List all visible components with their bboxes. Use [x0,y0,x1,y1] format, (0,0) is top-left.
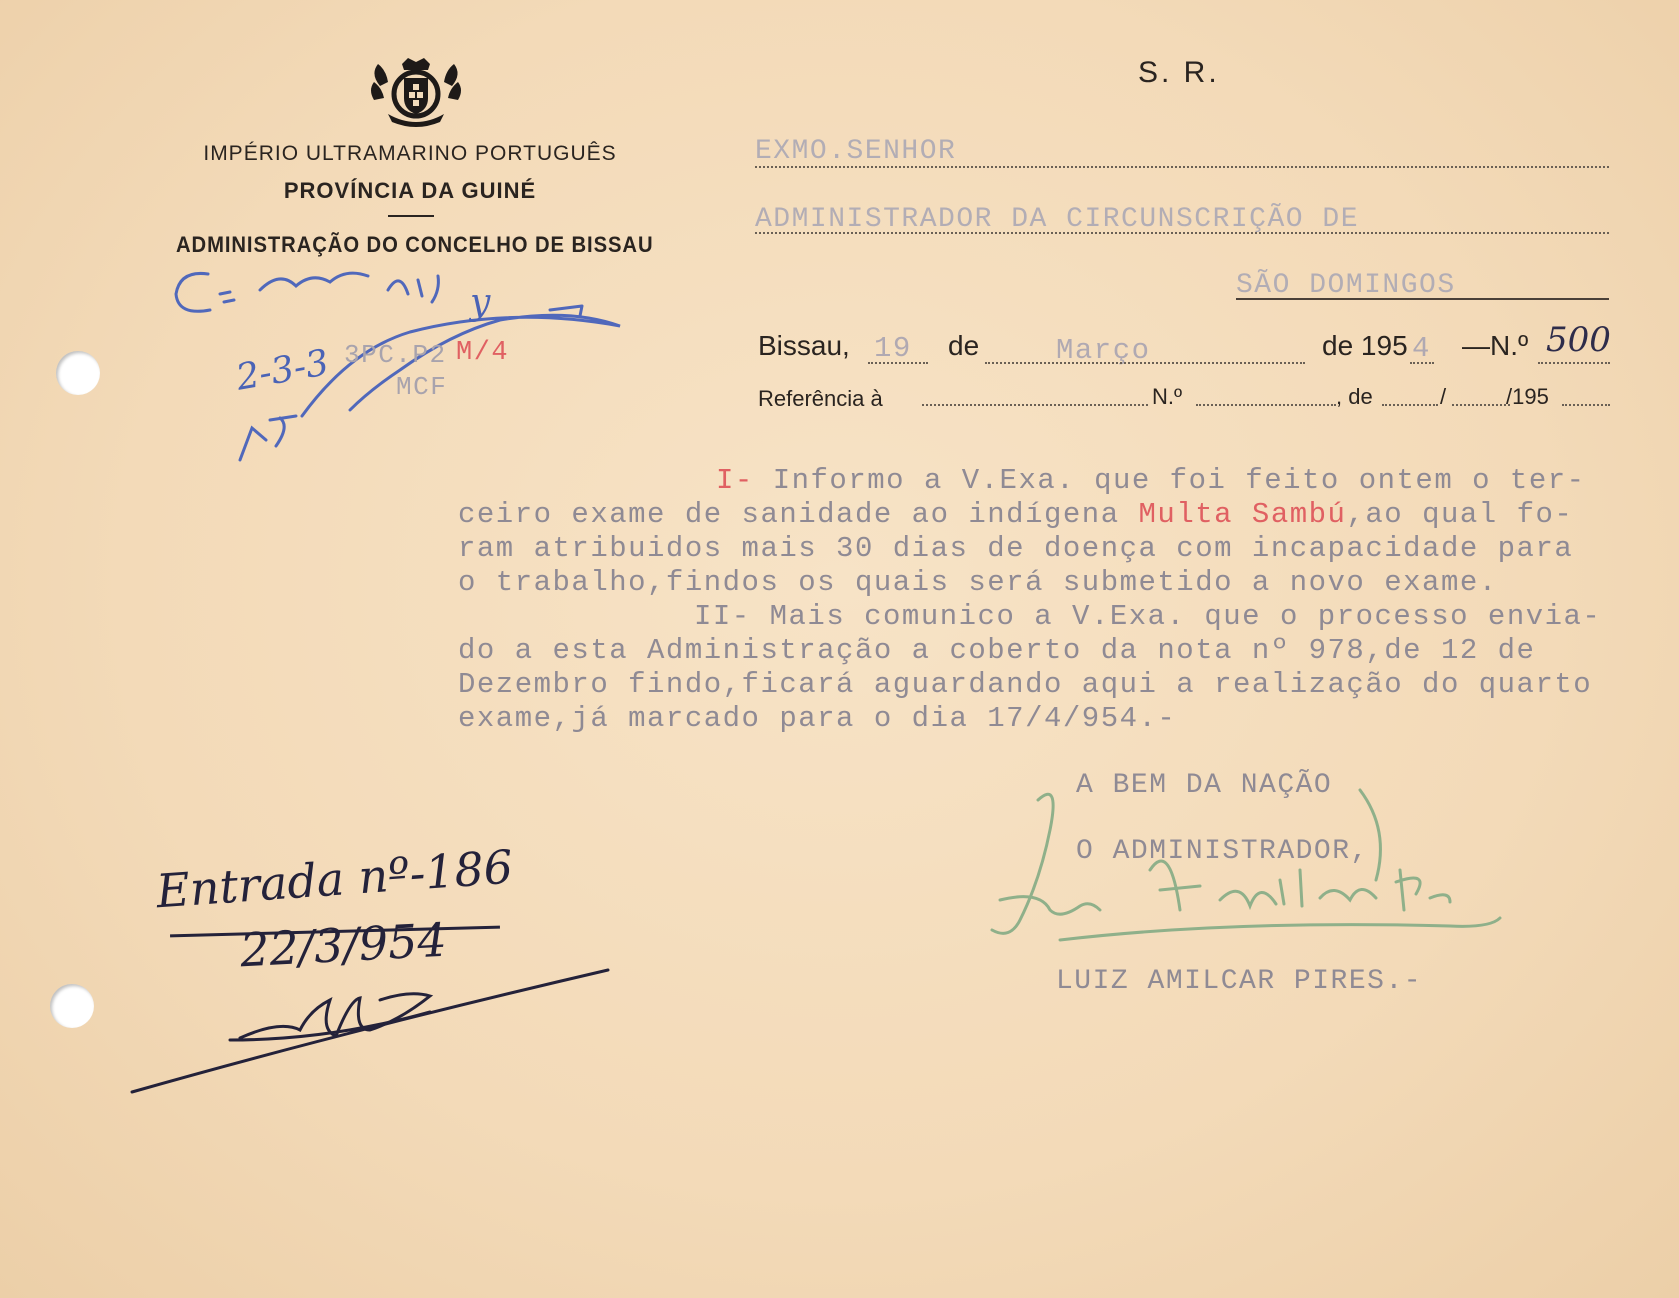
reference-rule1 [922,404,1148,406]
para1-line2-a: ceiro exame de sanidade ao indígena [458,498,1139,531]
date-day: 19 [874,332,912,365]
para1-line1-text: Informo a V.Exa. que foi feito ontem o ter- [753,464,1586,497]
body-para1-line1 [716,464,1586,497]
closing-title: O ADMINISTRADOR, [1076,836,1369,867]
body-para2-line1: II- Mais comunico a V.Exa. que o processo envia- [694,600,1602,633]
document-number: 500 [1546,320,1611,360]
header-province: PROVÍNCIA DA GUINÉ [283,178,537,203]
reference-rule4 [1452,404,1510,406]
header-divider [388,215,434,217]
red-stamp-code: M/4 [456,338,510,368]
para1-line2-b: ,ao qual fo- [1346,498,1574,531]
closing-salutation: A BEM DA NAÇÃO [1076,770,1333,801]
typed-code: 3PC.P2 [344,340,447,370]
date-de-year: de 195 [1322,330,1408,361]
place-label: Bissau, [758,330,850,361]
reference-slash: / [1440,384,1447,409]
number-rule [1538,362,1610,364]
year-rule [1410,362,1434,364]
indigenous-person-name: Multa Sambú [1138,498,1347,531]
body-para1-line2 [458,498,1573,531]
administrator-signature [980,770,1520,970]
reference-rule2 [1196,404,1336,406]
body-para2-line4: exame,já marcado para o dia 17/4/954.- [458,702,1177,735]
date-month: Março [1056,334,1151,367]
body-para1-line3: ram atribuidos mais 30 dias de doença com incapacidade para [458,532,1574,565]
typed-code-2: MCF [396,372,448,402]
addressee-line3: SÃO DOMINGOS [1236,270,1456,301]
body-para2-line3: Dezembro findo,ficará aguardando aqui a realização do quarto [458,668,1593,701]
para1-number: I- [716,464,754,497]
administrator-name: LUIZ AMILCAR PIRES.- [1056,966,1423,997]
blue-annotation-mid: y [470,282,491,323]
entry-number-note: Entrada nº-186 [154,839,515,919]
entry-date-note: 22/3/954 [238,912,448,978]
month-rule [985,362,1305,364]
secret-reserved-mark: S. R. [1138,56,1220,89]
reference-rule5 [1562,404,1610,406]
punch-hole-top [56,351,100,395]
header-empire: IMPÉRIO ULTRAMARINO PORTUGUÊS [203,142,617,165]
reference-label: Referência à [758,386,883,411]
coat-of-arms-emblem [368,56,464,128]
reference-year-prefix: /195 [1506,384,1549,409]
punch-hole-bottom [50,984,94,1028]
date-year-digit: 4 [1412,332,1431,365]
reference-rule3 [1382,404,1438,406]
header-administration: ADMINISTRAÇÃO DO CONCELHO DE BISSAU [176,232,654,257]
addressee-rule2 [755,232,1609,234]
reference-no-label: N.º [1152,384,1183,409]
blue-annotation-number: 2-3-3 [233,342,332,399]
body-para1-line4: o trabalho,findos os quais será submetido a novo exame. [458,566,1498,599]
date-de1: de [948,330,980,361]
entry-initials-scribble [130,960,610,1100]
reference-de-label: , de [1336,384,1373,409]
day-rule [868,362,928,364]
addressee-line2: ADMINISTRADOR DA CIRCUNSCRIÇÃO DE [755,204,1359,235]
addressee-rule3 [1236,298,1609,300]
addressee-rule1 [755,166,1609,168]
body-para2-line2: do a esta Administração a coberto da nota nº 978,de 12 de [458,634,1536,667]
number-label: —N.º [1462,330,1529,361]
addressee-line1: EXMO.SENHOR [755,136,957,167]
